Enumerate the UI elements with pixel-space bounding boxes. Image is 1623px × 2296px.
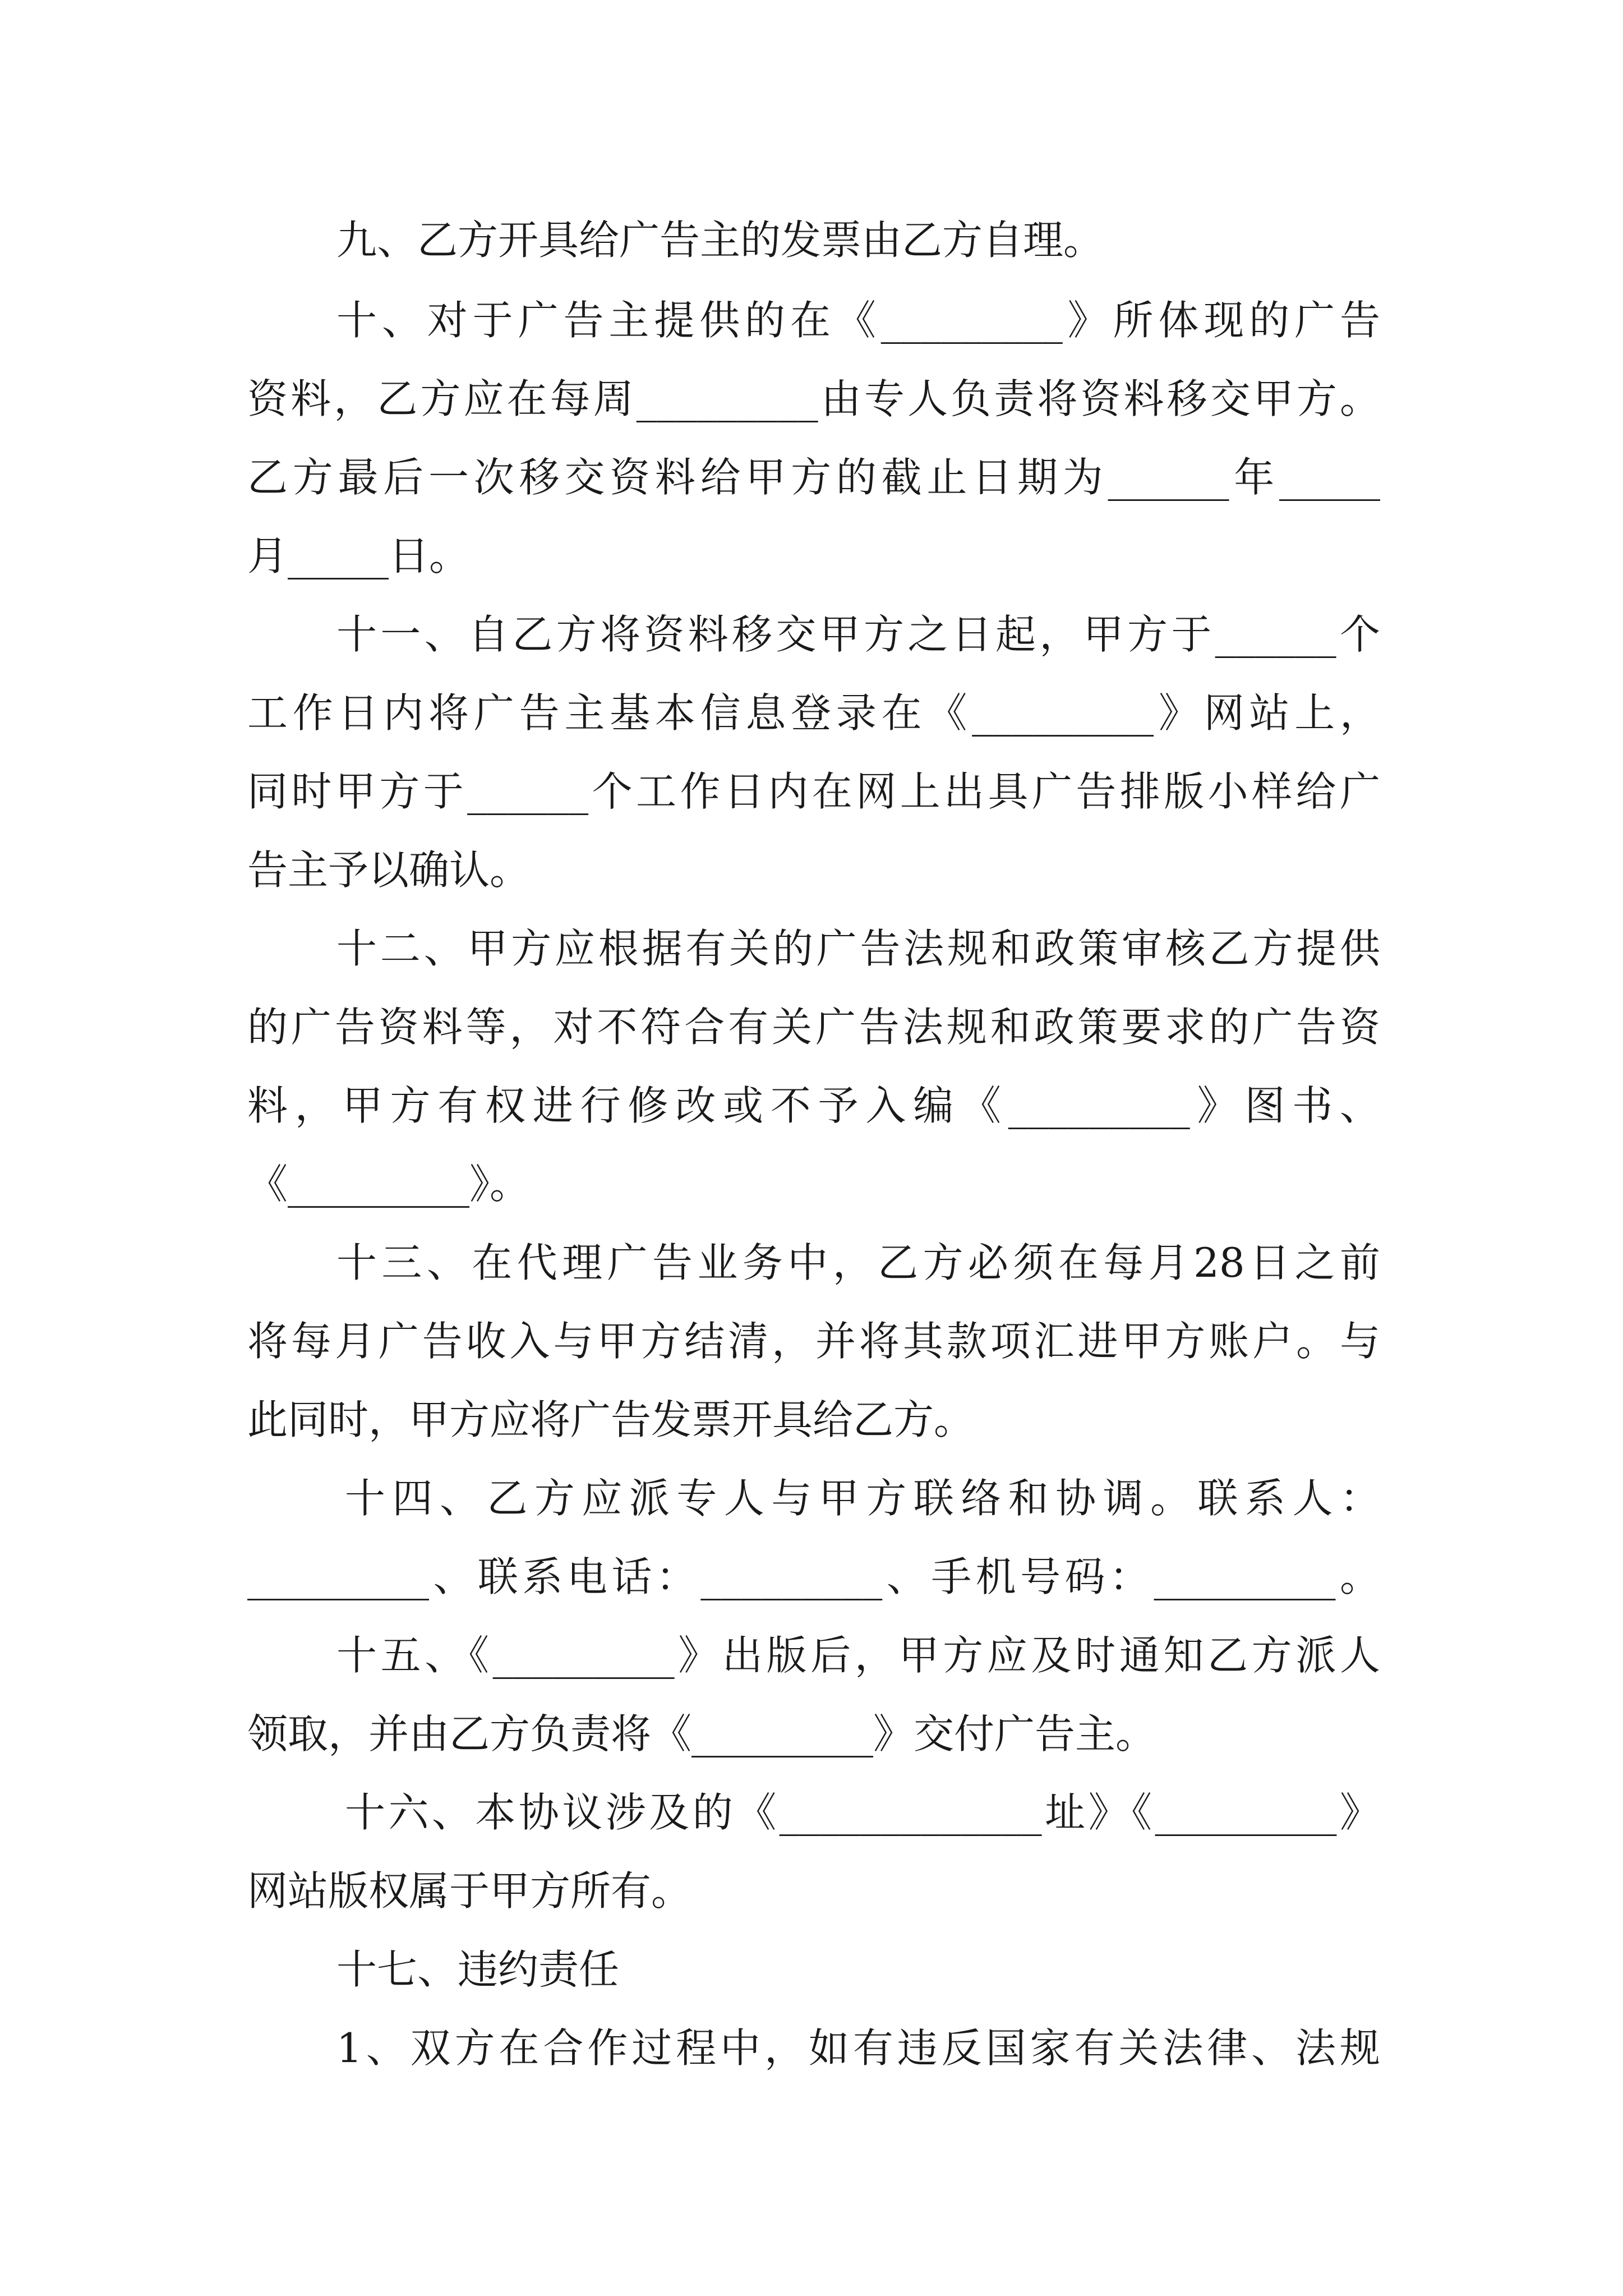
clause-12-line-4: 《_________》。 bbox=[247, 1161, 531, 1208]
clause-10-line-3: 乙方最后一次移交资料给甲方的截止日期为______年_____ bbox=[247, 454, 1380, 501]
clause-12-line-1: 十二、甲方应根据有关的广告法规和政策审核乙方提供 bbox=[336, 925, 1380, 972]
clause-11-line-3: 同时甲方于______个工作日内在网上出具广告排版小样给广 bbox=[247, 768, 1380, 815]
clause-9-line-1: 九、乙方开具给广告主的发票由乙方自理。 bbox=[336, 217, 1104, 264]
clause-15-line-1: 十五、《_________》出版后，甲方应及时通知乙方派人 bbox=[336, 1632, 1380, 1679]
clause-13-line-2: 将每月广告收入与甲方结清，并将其款项汇进甲方账户。与 bbox=[247, 1318, 1380, 1365]
clause-11-line-1: 十一、自乙方将资料移交甲方之日起，甲方于______个 bbox=[336, 611, 1380, 658]
clause-17-item-1-line-1: 1、双方在合作过程中，如有违反国家有关法律、法规 bbox=[336, 2024, 1380, 2072]
clause-14-line-2: _________、联系电话：_________、手机号码：_________。 bbox=[247, 1553, 1380, 1600]
clause-15-line-2: 领取，并由乙方负责将《_________》交付广告主。 bbox=[247, 1710, 1156, 1757]
clause-13-line-3: 此同时，甲方应将广告发票开具给乙方。 bbox=[247, 1396, 975, 1443]
clause-17-heading: 十七、违约责任 bbox=[336, 1946, 620, 1993]
clause-14-line-1: 十四、乙方应派专人与甲方联络和协调。联系人： bbox=[345, 1475, 1380, 1522]
clause-10-line-4: 月_____日。 bbox=[247, 532, 470, 579]
clause-11-line-4: 告主予以确认。 bbox=[247, 846, 531, 894]
clause-16-line-1: 十六、本协议涉及的《_____________址》《_________》 bbox=[345, 1789, 1380, 1836]
clause-12-line-3: 料，甲方有权进行修改或不予入编《_________》图书、 bbox=[247, 1082, 1380, 1129]
clause-13-line-1: 十三、在代理广告业务中，乙方必须在每月28日之前 bbox=[336, 1239, 1380, 1286]
clause-10-line-2: 资料，乙方应在每周_________由专人负责将资料移交甲方。 bbox=[247, 375, 1380, 422]
clause-16-line-2: 网站版权属于甲方所有。 bbox=[247, 1867, 692, 1915]
clause-11-line-2: 工作日内将广告主基本信息登录在《_________》网站上， bbox=[247, 689, 1380, 737]
clause-10-line-1: 十、对于广告主提供的在《_________》所体现的广告 bbox=[336, 297, 1380, 344]
clause-12-line-2: 的广告资料等，对不符合有关广告法规和政策要求的广告资 bbox=[247, 1004, 1380, 1051]
